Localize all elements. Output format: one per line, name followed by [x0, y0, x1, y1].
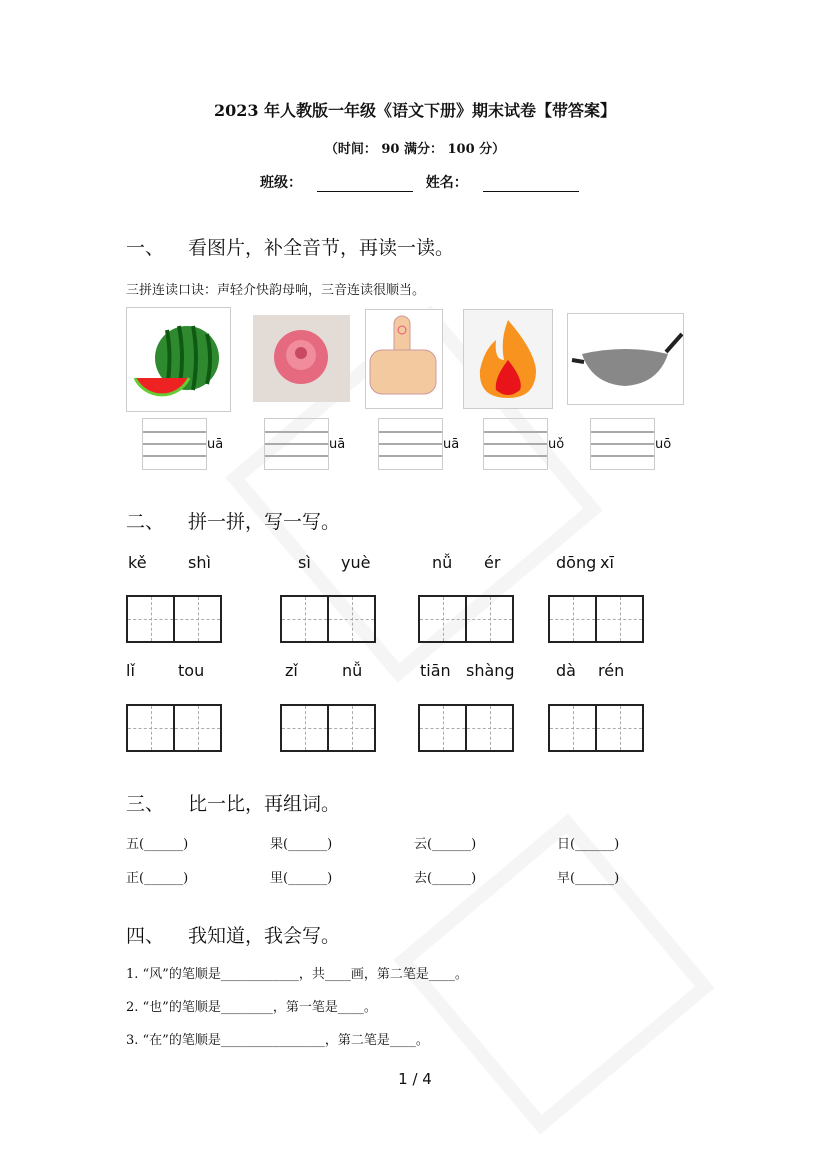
- pinyin: shàng: [466, 661, 515, 680]
- final-syllable: uō: [655, 437, 672, 452]
- word-blank[interactable]: 去(______): [414, 871, 477, 886]
- final-syllable: uā: [329, 437, 346, 452]
- pinyin: tiān: [420, 661, 451, 680]
- pinyin-writing-grid[interactable]: [142, 418, 207, 470]
- question-item[interactable]: 1. “风”的笔顺是____________，共____画，第二笔是____。: [126, 967, 468, 982]
- flower-picture: [253, 315, 350, 402]
- character-writing-box[interactable]: [548, 595, 644, 643]
- pinyin-writing-grid[interactable]: [483, 418, 548, 470]
- pinyin: shì: [188, 553, 211, 572]
- pinyin: xī: [600, 553, 614, 572]
- section-1-heading: 一、 看图片，补全音节，再读一读。: [126, 237, 455, 259]
- pinyin: dà: [556, 661, 576, 680]
- question-item[interactable]: 3. “在”的笔顺是________________，第二笔是____。: [126, 1033, 429, 1048]
- character-writing-box[interactable]: [126, 704, 222, 752]
- character-writing-box[interactable]: [548, 704, 644, 752]
- page-title: 2023 年人教版一年级《语文下册》期末试卷【带答案】: [213, 101, 617, 120]
- final-syllable: uǒ: [548, 437, 565, 452]
- word-blank[interactable]: 正(______): [126, 871, 189, 886]
- final-syllable: uā: [207, 437, 224, 452]
- name-label: 姓名：: [425, 175, 468, 191]
- pinyin: tou: [178, 661, 205, 680]
- pinyin: rén: [598, 661, 625, 680]
- exam-info: （时间： 90 满分： 100 分）: [324, 142, 506, 157]
- pinyin: sì: [298, 553, 311, 572]
- word-blank[interactable]: 日(______): [557, 837, 620, 852]
- mnemonic: 三拼连读口诀：声轻介快韵母响，三音连读很顺当。: [126, 283, 426, 298]
- pinyin: dōng: [556, 553, 597, 572]
- pinyin-writing-grid[interactable]: [378, 418, 443, 470]
- page-number: 1 / 4: [398, 1070, 432, 1088]
- watermelon-picture: [126, 307, 231, 412]
- pinyin: yuè: [341, 553, 371, 572]
- fire-picture: [463, 309, 553, 409]
- word-blank[interactable]: 云(______): [414, 837, 477, 852]
- character-writing-box[interactable]: [280, 595, 376, 643]
- name-field[interactable]: [483, 177, 579, 192]
- section-4-heading: 四、 我知道，我会写。: [126, 925, 341, 947]
- character-writing-box[interactable]: [280, 704, 376, 752]
- character-writing-box[interactable]: [126, 595, 222, 643]
- wok-picture: [567, 313, 684, 405]
- character-writing-box[interactable]: [418, 704, 514, 752]
- thumbs-up-picture: [365, 309, 443, 409]
- pinyin: nǚ: [432, 553, 453, 572]
- student-info: [260, 172, 579, 192]
- pinyin: lǐ: [126, 661, 135, 680]
- pinyin: kě: [128, 553, 147, 572]
- pinyin-writing-grid[interactable]: [264, 418, 329, 470]
- section-2-heading: 二、 拼一拼，写一写。: [126, 511, 341, 533]
- class-field[interactable]: [317, 177, 413, 192]
- pinyin: nǚ: [342, 661, 363, 680]
- final-syllable: uā: [443, 437, 460, 452]
- word-blank[interactable]: 五(______): [126, 837, 189, 852]
- word-blank[interactable]: 里(______): [270, 871, 333, 886]
- question-item[interactable]: 2. “也”的笔顺是________，第一笔是____。: [126, 1000, 377, 1015]
- class-label: 班级：: [260, 175, 302, 191]
- pinyin: ér: [484, 553, 501, 572]
- pinyin-writing-grid[interactable]: [590, 418, 655, 470]
- word-blank[interactable]: 早(______): [557, 871, 620, 886]
- pinyin: zǐ: [285, 661, 298, 680]
- section-3-heading: 三、 比一比，再组词。: [126, 793, 341, 815]
- word-blank[interactable]: 果(______): [270, 837, 333, 852]
- character-writing-box[interactable]: [418, 595, 514, 643]
